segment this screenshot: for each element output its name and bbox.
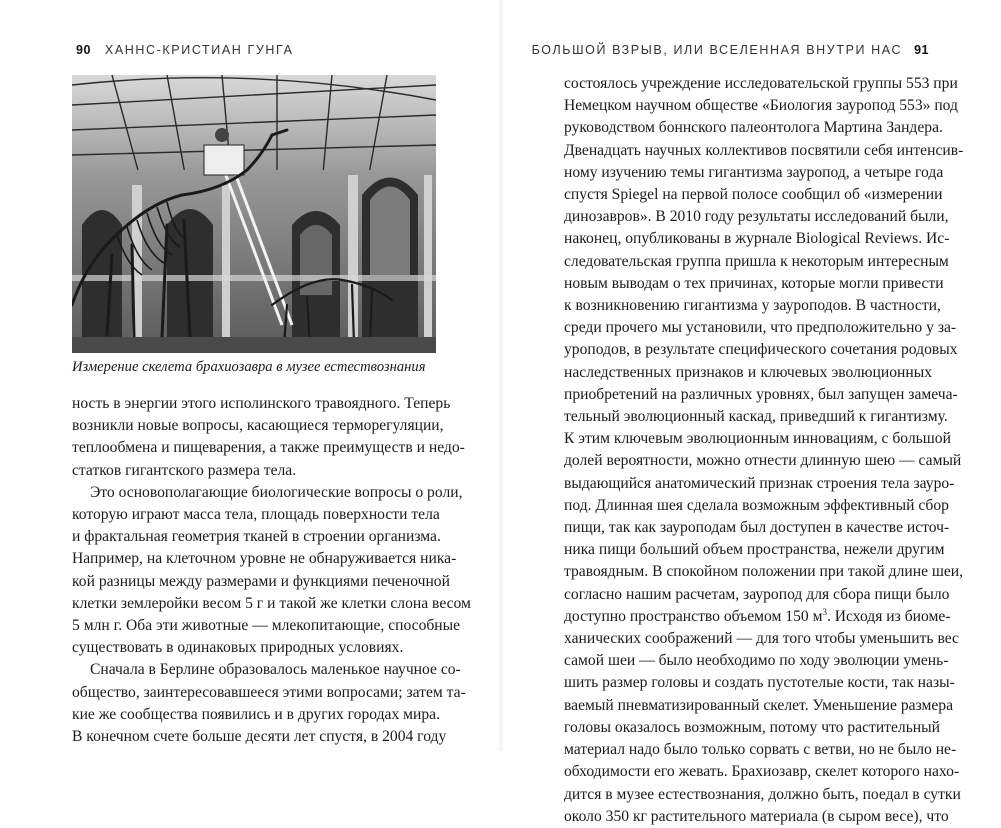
text-line-tail: . Исходя из биоме- bbox=[826, 607, 951, 625]
text-line: динозавров». В 2010 году результаты исследований были, bbox=[564, 208, 949, 226]
text-line: Это основополагающие биологические вопросы о роли, bbox=[90, 483, 463, 501]
text-line: кой разницы между размерами и функциями печеночной bbox=[72, 572, 450, 590]
text-line: следовательская группа пришла к некоторым интересным bbox=[564, 252, 949, 270]
text-line: 5 млн г. Оба эти животные — млекопитающие, способные bbox=[72, 617, 461, 635]
text-line: выдающийся анатомический признак строения тела зауро- bbox=[564, 474, 955, 492]
text-line: и фрактальная геометрия тканей в строении организма. bbox=[72, 528, 441, 546]
text-line: тельный эволюционный каскад, приведший к гигантизму. bbox=[564, 408, 948, 426]
text-line: приобретений на различных уровнях, был запущен замеча- bbox=[564, 385, 958, 403]
text-line: ваемый пневматизированный скелет. Уменьшение размера bbox=[564, 696, 954, 714]
text-line: ному изучению темы гигантизма зауропод, а четыре года bbox=[564, 163, 944, 181]
text-line: ника пищи больший объем пространства, нежели другим bbox=[564, 541, 945, 559]
text-line: травоядным. В спокойном положении при такой длине шеи, bbox=[564, 563, 964, 581]
text-line: наконец, опубликованы в журнале Biological Reviews. Ис- bbox=[564, 230, 950, 248]
right-running-header bbox=[532, 42, 929, 58]
text-line: теплообмена и пищеварения, а также преимуществ и недо- bbox=[72, 439, 465, 457]
text-line: около 350 кг растительного материала (в сыром весе), что bbox=[564, 807, 949, 825]
text-line: среди прочего мы установили, что предположительно у за- bbox=[564, 319, 957, 337]
text-line: ность в энергии этого исполинского травоядного. Теперь bbox=[72, 395, 451, 412]
text-line: Немецком научном обществе «Биология зауропод 553» под bbox=[564, 97, 958, 115]
text-line: состоялось учреждение исследовательской группы 553 при bbox=[564, 75, 958, 92]
text-line: возникли новые вопросы, касающиеся терморегуляции, bbox=[72, 417, 444, 435]
text-line: общество, заинтересовавшееся этими вопросами; затем та- bbox=[72, 683, 466, 701]
text-line: новым выводам о тех причинах, которые могли привести bbox=[564, 274, 944, 292]
text-line-head: доступно пространство объемом 150 м bbox=[564, 607, 823, 625]
brachiosaurus-skeleton-photo bbox=[72, 75, 436, 353]
text-line: клетки землеройки весом 5 г и такой же клетки слона весом bbox=[72, 594, 471, 612]
left-running-head-text: ХАННС-КРИСТИАН ГУНГА bbox=[104, 43, 294, 57]
text-line: Двенадцать научных коллективов посвятили себя интенсив- bbox=[564, 141, 964, 159]
figure-caption: Измерение скелета брахиозавра в музее естествознания bbox=[72, 359, 426, 375]
right-running-head-text: БОЛЬШОЙ ВЗРЫВ, ИЛИ ВСЕЛЕННАЯ ВНУТРИ НАС bbox=[531, 43, 903, 57]
text-line: кие же сообщества появились и в других городах мира. bbox=[72, 705, 440, 723]
text-line: шить размер головы и создать пустотелые кости, так назы- bbox=[564, 674, 955, 692]
museum-photo bbox=[72, 75, 436, 353]
text-line: В конечном счете больше десяти лет спустя, в 2004 году bbox=[72, 728, 447, 746]
text-line: Сначала в Берлине образовалось маленькое научное со- bbox=[90, 661, 461, 679]
text-line: обходимости его жевать. Брахиозавр, скелет которого нахо- bbox=[564, 763, 960, 781]
text-line: дится в музее естествознания, должно быть, поедал в сутки bbox=[564, 785, 961, 803]
text-line: существовать в одинаковых природных условиях. bbox=[72, 639, 404, 657]
text-line: спустя Spiegel на первой полосе сообщил об «измерении bbox=[564, 186, 943, 204]
text-line: головы оказалось возможным, потому что растительный bbox=[564, 718, 940, 736]
text-line: пищи, так как зауроподам был доступен в качестве источ- bbox=[564, 519, 950, 537]
text-line: Например, на клеточном уровне не обнаруживается ника- bbox=[72, 550, 457, 568]
text-line: под. Длинная шея сделала возможным эффективный сбор bbox=[564, 496, 949, 514]
text-line: руководством боннского палеонтолога Мартина Зандера. bbox=[564, 119, 943, 137]
book-gutter bbox=[498, 0, 504, 751]
left-page-number: 90 bbox=[76, 43, 91, 57]
text-line: материал надо было только сорвать с ветви, но не было не- bbox=[564, 741, 957, 759]
text-line: наследственных признаков и ключевых эволюционных bbox=[564, 363, 932, 381]
text-line: уроподов, в результате специфического сочетания родовых bbox=[564, 341, 958, 359]
left-running-header bbox=[76, 42, 294, 58]
text-line: ханических соображений — для того чтобы уменьшить вес bbox=[564, 630, 959, 648]
text-line: которую играют масса тела, площадь поверхности тела bbox=[72, 506, 440, 524]
left-page-text bbox=[72, 393, 471, 748]
right-page-text bbox=[564, 73, 964, 828]
text-line: долей вероятности, можно отнести длинную шею — самый bbox=[564, 452, 962, 470]
text-line: статков гигантского размера тела. bbox=[72, 461, 297, 479]
text-line: самой шеи — было необходимо по ходу эволюции умень- bbox=[564, 652, 949, 670]
text-line: К этим ключевым эволюционным инновациям, с большой bbox=[564, 430, 951, 448]
right-page-number: 91 bbox=[914, 43, 929, 57]
text-line: к возникновению гигантизма у зауроподов. В частности, bbox=[564, 297, 941, 315]
text-line: согласно нашим расчетам, зауропод для сбора пищи было bbox=[564, 585, 950, 603]
text-line-with-superscript bbox=[564, 606, 951, 628]
cubic-superscript: 3 bbox=[822, 606, 827, 617]
